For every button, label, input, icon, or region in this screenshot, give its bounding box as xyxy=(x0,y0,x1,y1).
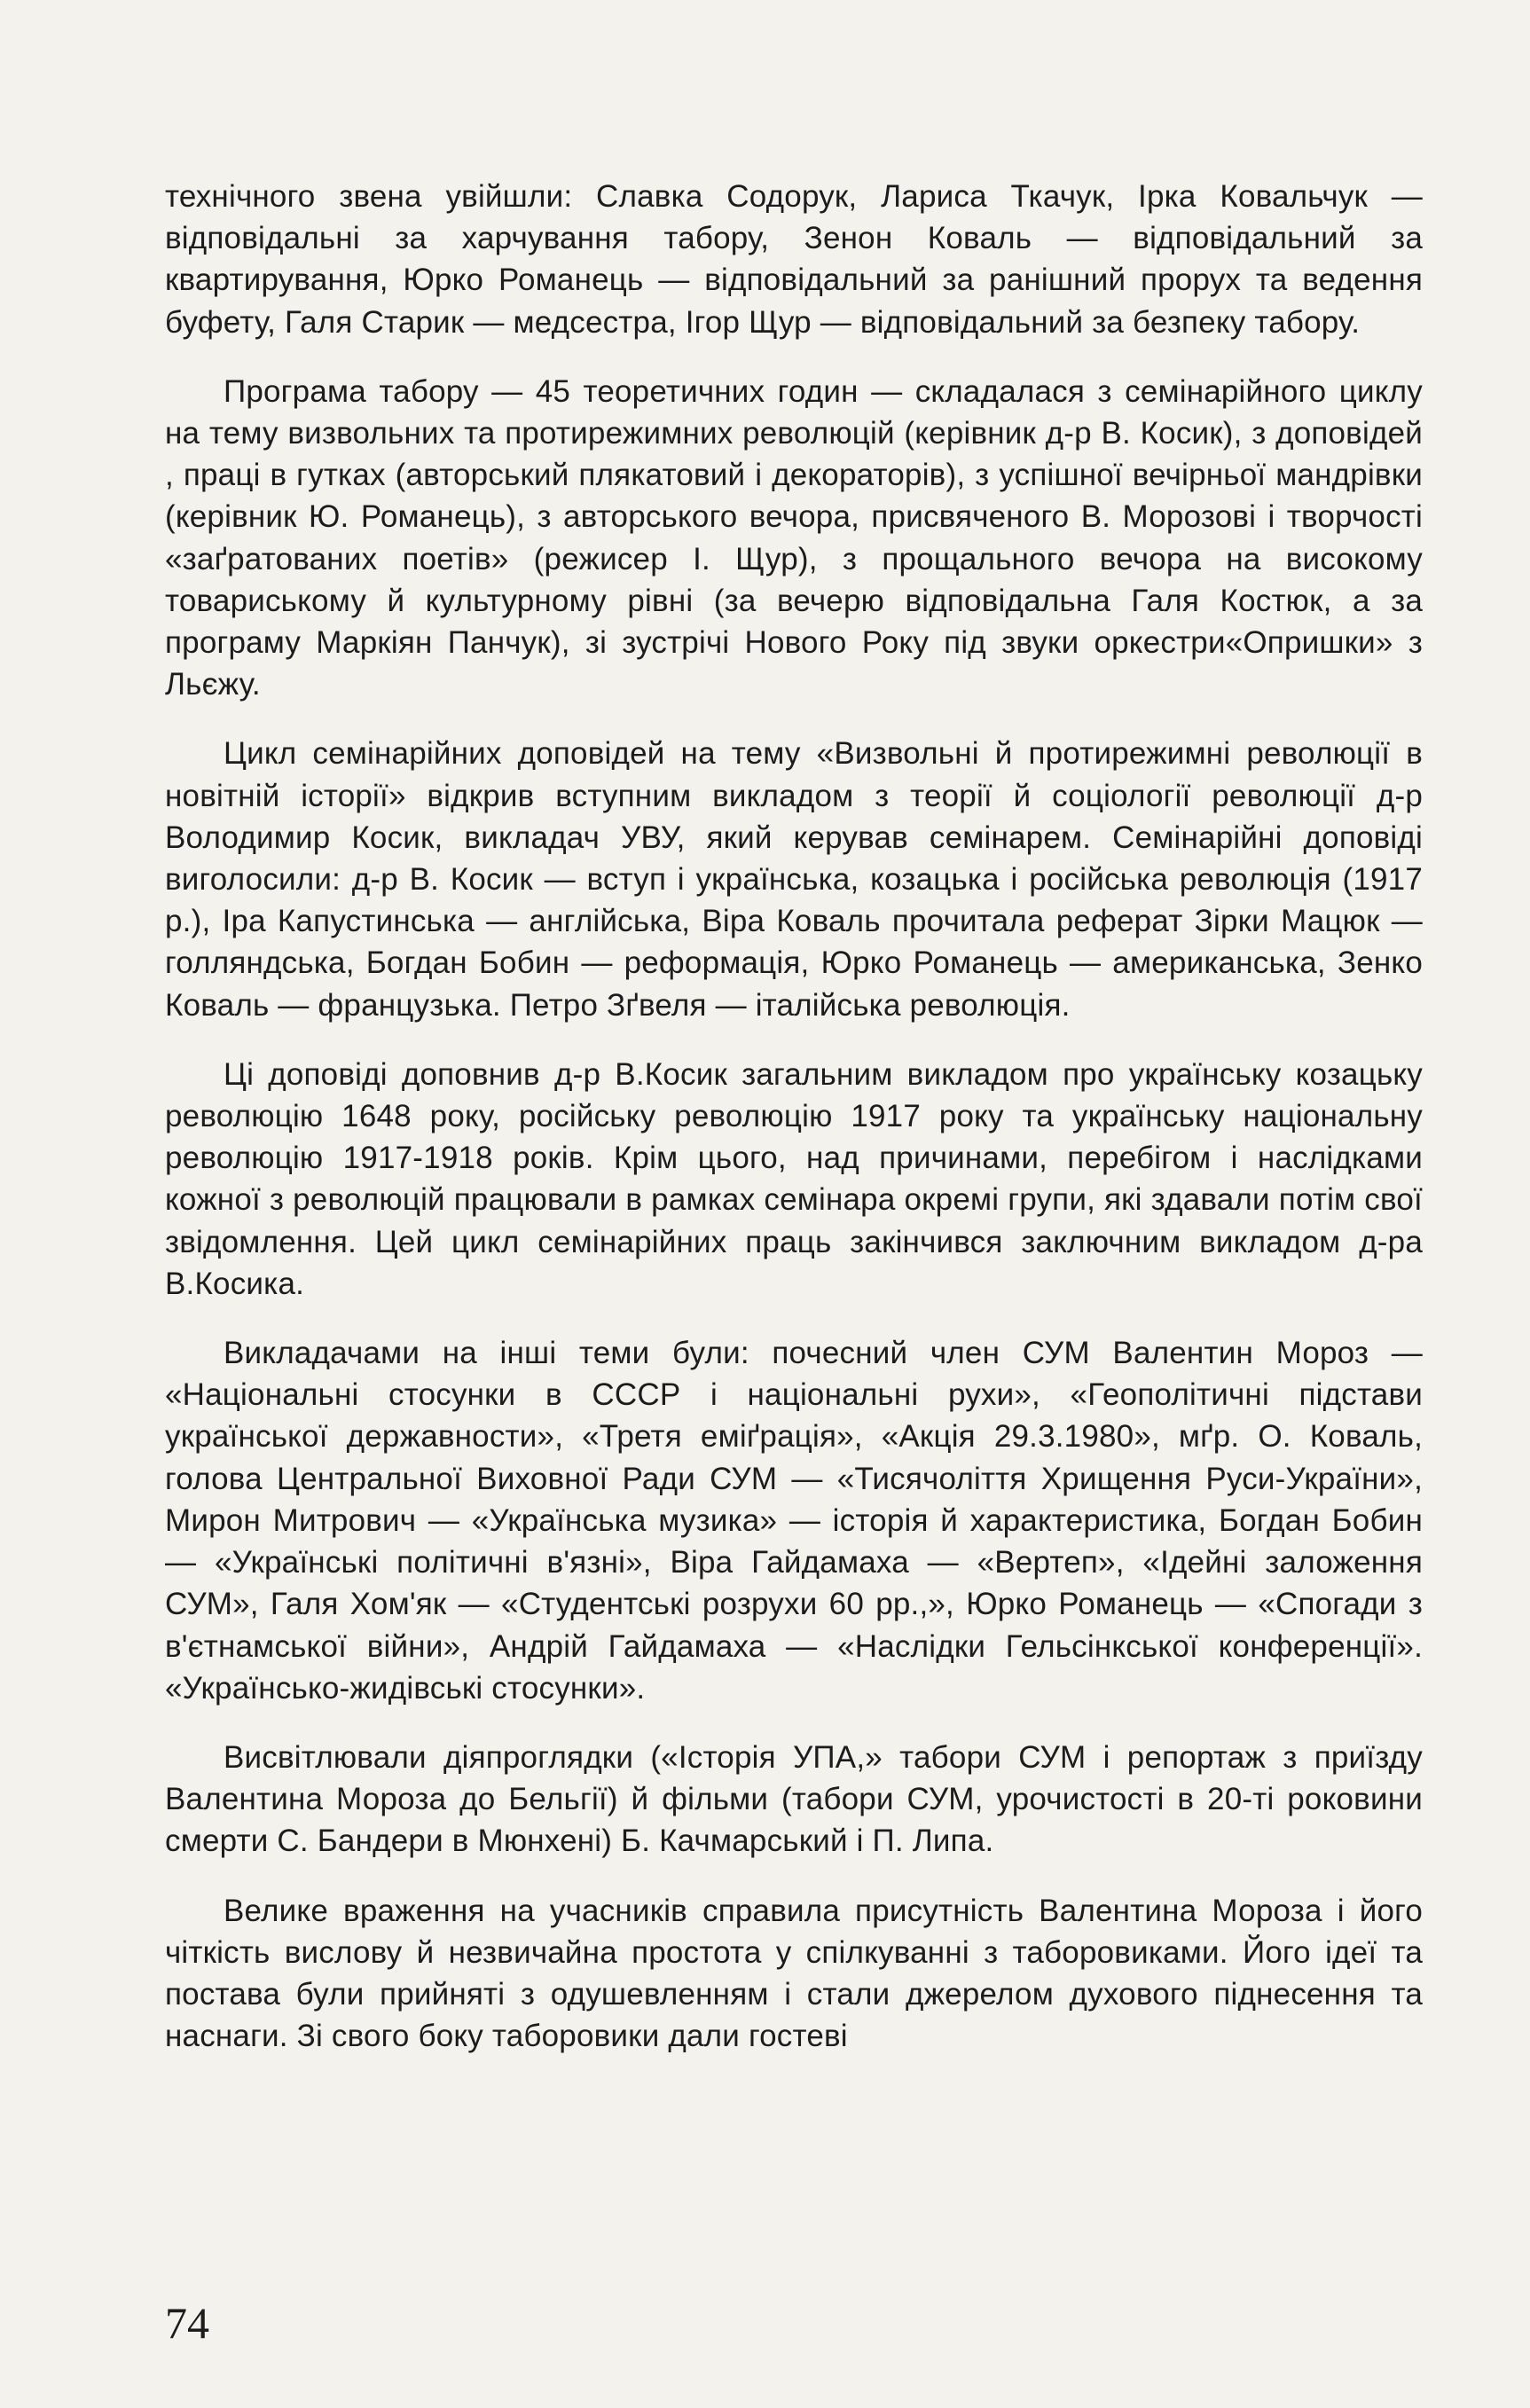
paragraph-seminar-cycle: Цикл семінарійних доповідей на тему «Визвольні й протирежимні революції в новітній історії» відкрив вступним викладом з теорії й соціології революції д-р Володимир Косик, викладач УВУ, який керував семінарем. Семінарійні доповіді виголосили: д-р В. Косик — вступ і українська, козацька і російська революція (1917 р.), Іра Капустинська — англійська, Віра Коваль прочитала реферат Зірки Мацюк — голляндська, Богдан Бобин — реформація, Юрко Романець — американська, Зенко Коваль — французька. Петро Зґвеля — італійська революція. xyxy=(165,736,1423,1023)
paragraph-slideshows-films: Висвітлювали діяпроглядки («Історія УПА,» табори СУМ і репортаж з приїзду Валентина Мороза до Бельгії) й фільми (табори СУМ, урочистості в 20-ті роковини смерти С. Бандери в Мюнхені) Б. Качмарський і П. Липа. xyxy=(165,1739,1423,1859)
page-number: 74 xyxy=(165,2298,209,2348)
paragraph-moroz-impression: Велике враження на учасників справила присутність Валентина Мороза і його чіткість вислову й незвичайна простота у спілкуванні з таборовиками. Його ідеї та постава були прийняті з одушевленням і стали джерелом духового піднесення та наснаги. Зі свого боку таборовики дали гостеві xyxy=(165,1893,1423,2054)
paragraph-lectures-supplement: Ці доповіді доповнив д-р В.Косик загальним викладом про українську козацьку революцію 1648 року, російську революцію 1917 року та українську національну революцію 1917-1918 років. Крім цього, над причинами, перебігом і наслідками кожної з революцій працювали в рамках семінара окремі групи, які здавали потім свої звідомлення. Цей цикл семінарійних праць закінчився заключним викладом д-ра В.Косика. xyxy=(165,1056,1423,1301)
paragraph-other-lecturers: Викладачами на інші теми були: почесний член СУМ Валентин Мороз — «Національні стосунки в СССР і національні рухи», «Геополітичні підстави української державности», «Третя еміґрація», «Акція 29.3.1980», мґр. О. Коваль, голова Центральної Виховної Ради СУМ — «Тисячоліття Хрищення Руси-України», Мирон Митрович — «Українська музика» — історія й характеристика, Богдан Бобин — «Українські політичні в'язні», Віра Гайдамаха — «Вертеп», «Ідейні заложення СУМ», Галя Хом'як — «Студентські розрухи 60 рр.,», Юрко Романець — «Спогади з в'єтнамської війни», Андрій Гайдамаха — «Наслідки Гельсінкської конференції». «Українсько-жидівські стосунки». xyxy=(165,1336,1423,1706)
paragraph-technical-staff: технічного звена увійшли: Славка Содорук, Лариса Ткачук, Ірка Ковальчук — відповідальні за харчування табору, Зенон Коваль — відповідальний за квартирування, Юрко Романець — відповідальний за ранішний прорух та ведення буфету, Галя Старик — медсестра, Ігор Щур — відповідальний за безпеку табору. xyxy=(165,179,1423,340)
body-text xyxy=(165,176,1423,2084)
paragraph-camp-program: Програма табору — 45 теоретичних годин — складалася з семінарійного циклу на тему визвольних та протирежимних революцій (керівник д-р В. Косик), з доповідей , праці в гутках (авторський плякатовий і декораторів), з успішної вечірньої мандрівки (керівник Ю. Романець), з авторського вечора, присвяченого В. Морозові і творчості «заґратованих поетів» (режисер І. Щур), з прощального вечора на високому товариському й культурному рівні (за вечерю відповідальна Галя Костюк, а за програму Маркіян Панчук), зі зустрічі Нового Року під звуки оркестри«Опришки» з Льєжу. xyxy=(165,373,1423,702)
